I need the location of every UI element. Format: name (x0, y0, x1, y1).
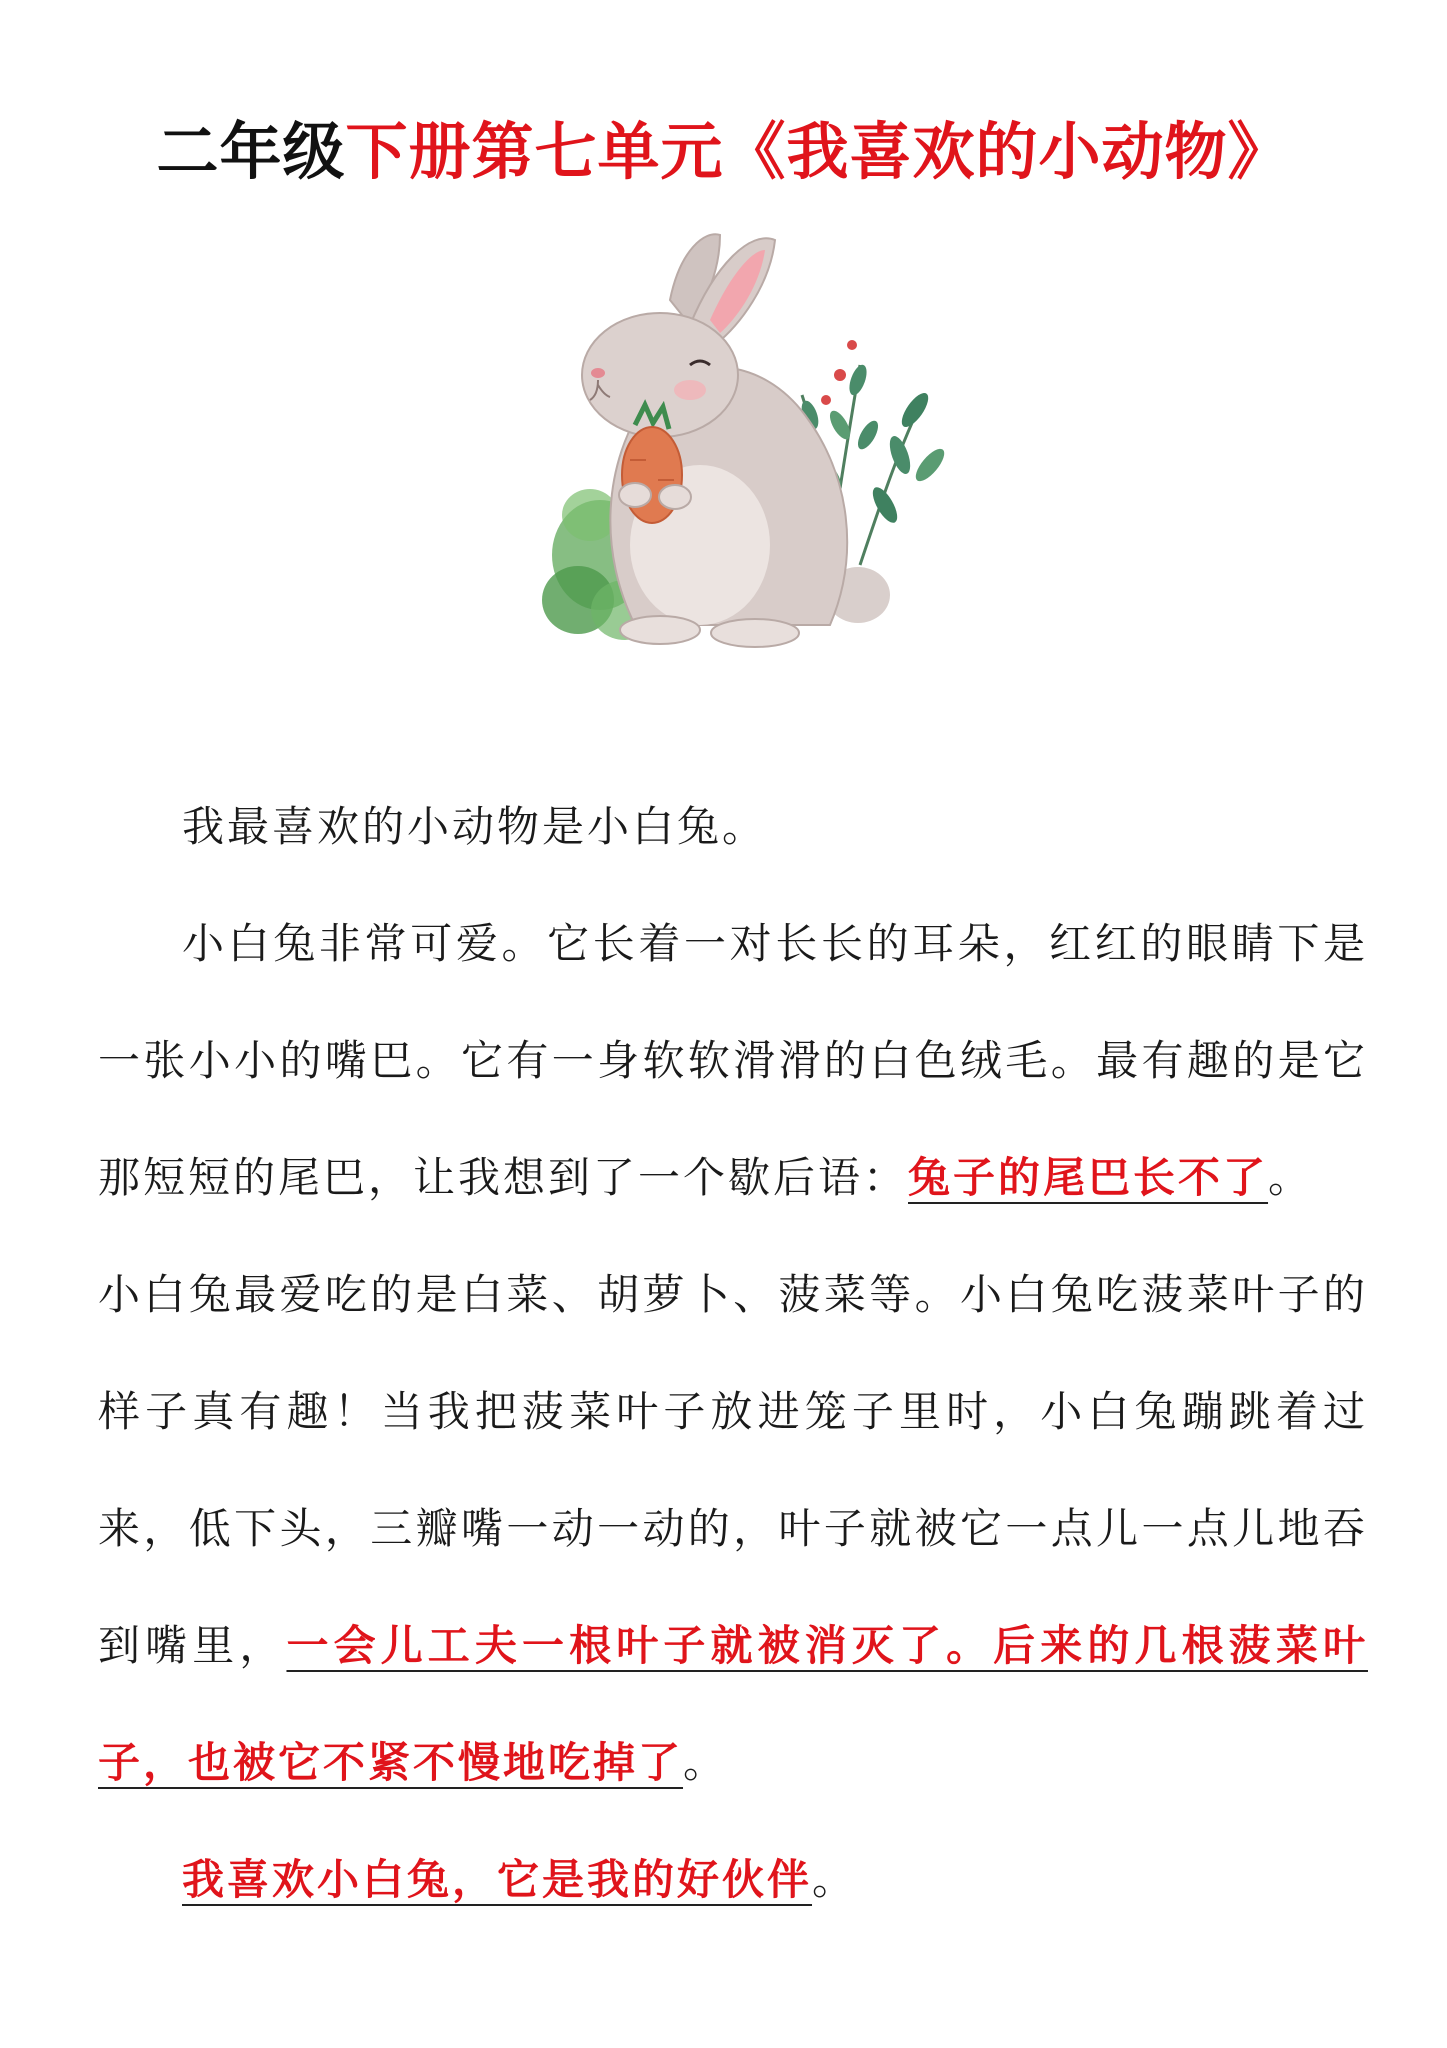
rabbit-nose (591, 368, 605, 378)
rabbit-illustration (540, 225, 970, 665)
conclusion-highlight: 我喜欢小白兔，它是我的好伙伴 (182, 1855, 813, 1904)
paragraph-4-end: 。 (812, 1855, 858, 1904)
rabbit-head (582, 313, 738, 437)
page-title (0, 112, 1447, 192)
paragraph-1 (98, 768, 1368, 885)
eating-highlight: 一会儿工夫一根叶子就被消灭了。后来的几根菠菜叶子，也被它不紧不慢地吃掉了 (98, 1621, 1368, 1787)
rabbit-paw-left (619, 483, 651, 507)
paragraph-2-end: 。 (1268, 1153, 1314, 1202)
paragraph-2 (98, 885, 1368, 1236)
idiom-highlight: 兔子的尾巴长不了 (908, 1153, 1269, 1202)
title-unit: 下册第七单元《我喜欢的小动物》 (345, 115, 1291, 188)
paragraph-1-text: 我最喜欢的小动物是小白兔。 (182, 802, 768, 851)
rabbit-foot-right (711, 619, 799, 647)
rabbit-paw-right (659, 485, 691, 509)
essay-body (98, 768, 1368, 1938)
paragraph-2-text: 小白兔非常可爱。它长着一对长长的耳朵，红红的眼睛下是一张小小的嘴巴。它有一身软软滑滑的白色绒毛。最有趣的是它那短短的尾巴，让我想到了一个歇后语： (98, 919, 1368, 1202)
paragraph-4 (98, 1821, 1368, 1938)
paragraph-3-text: 小白兔最爱吃的是白菜、胡萝卜、菠菜等。小白兔吃菠菜叶子的样子真有趣！当我把菠菜叶子放进笼子里时，小白兔蹦跳着过来，低下头，三瓣嘴一动一动的，叶子就被它一点儿一点儿地吞到嘴里， (98, 1270, 1368, 1670)
rabbit-foot-left (620, 616, 700, 644)
paragraph-3-end: 。 (683, 1738, 729, 1787)
title-grade: 二年级 (156, 115, 346, 188)
rabbit-cheek (674, 380, 706, 400)
paragraph-3 (98, 1236, 1368, 1821)
